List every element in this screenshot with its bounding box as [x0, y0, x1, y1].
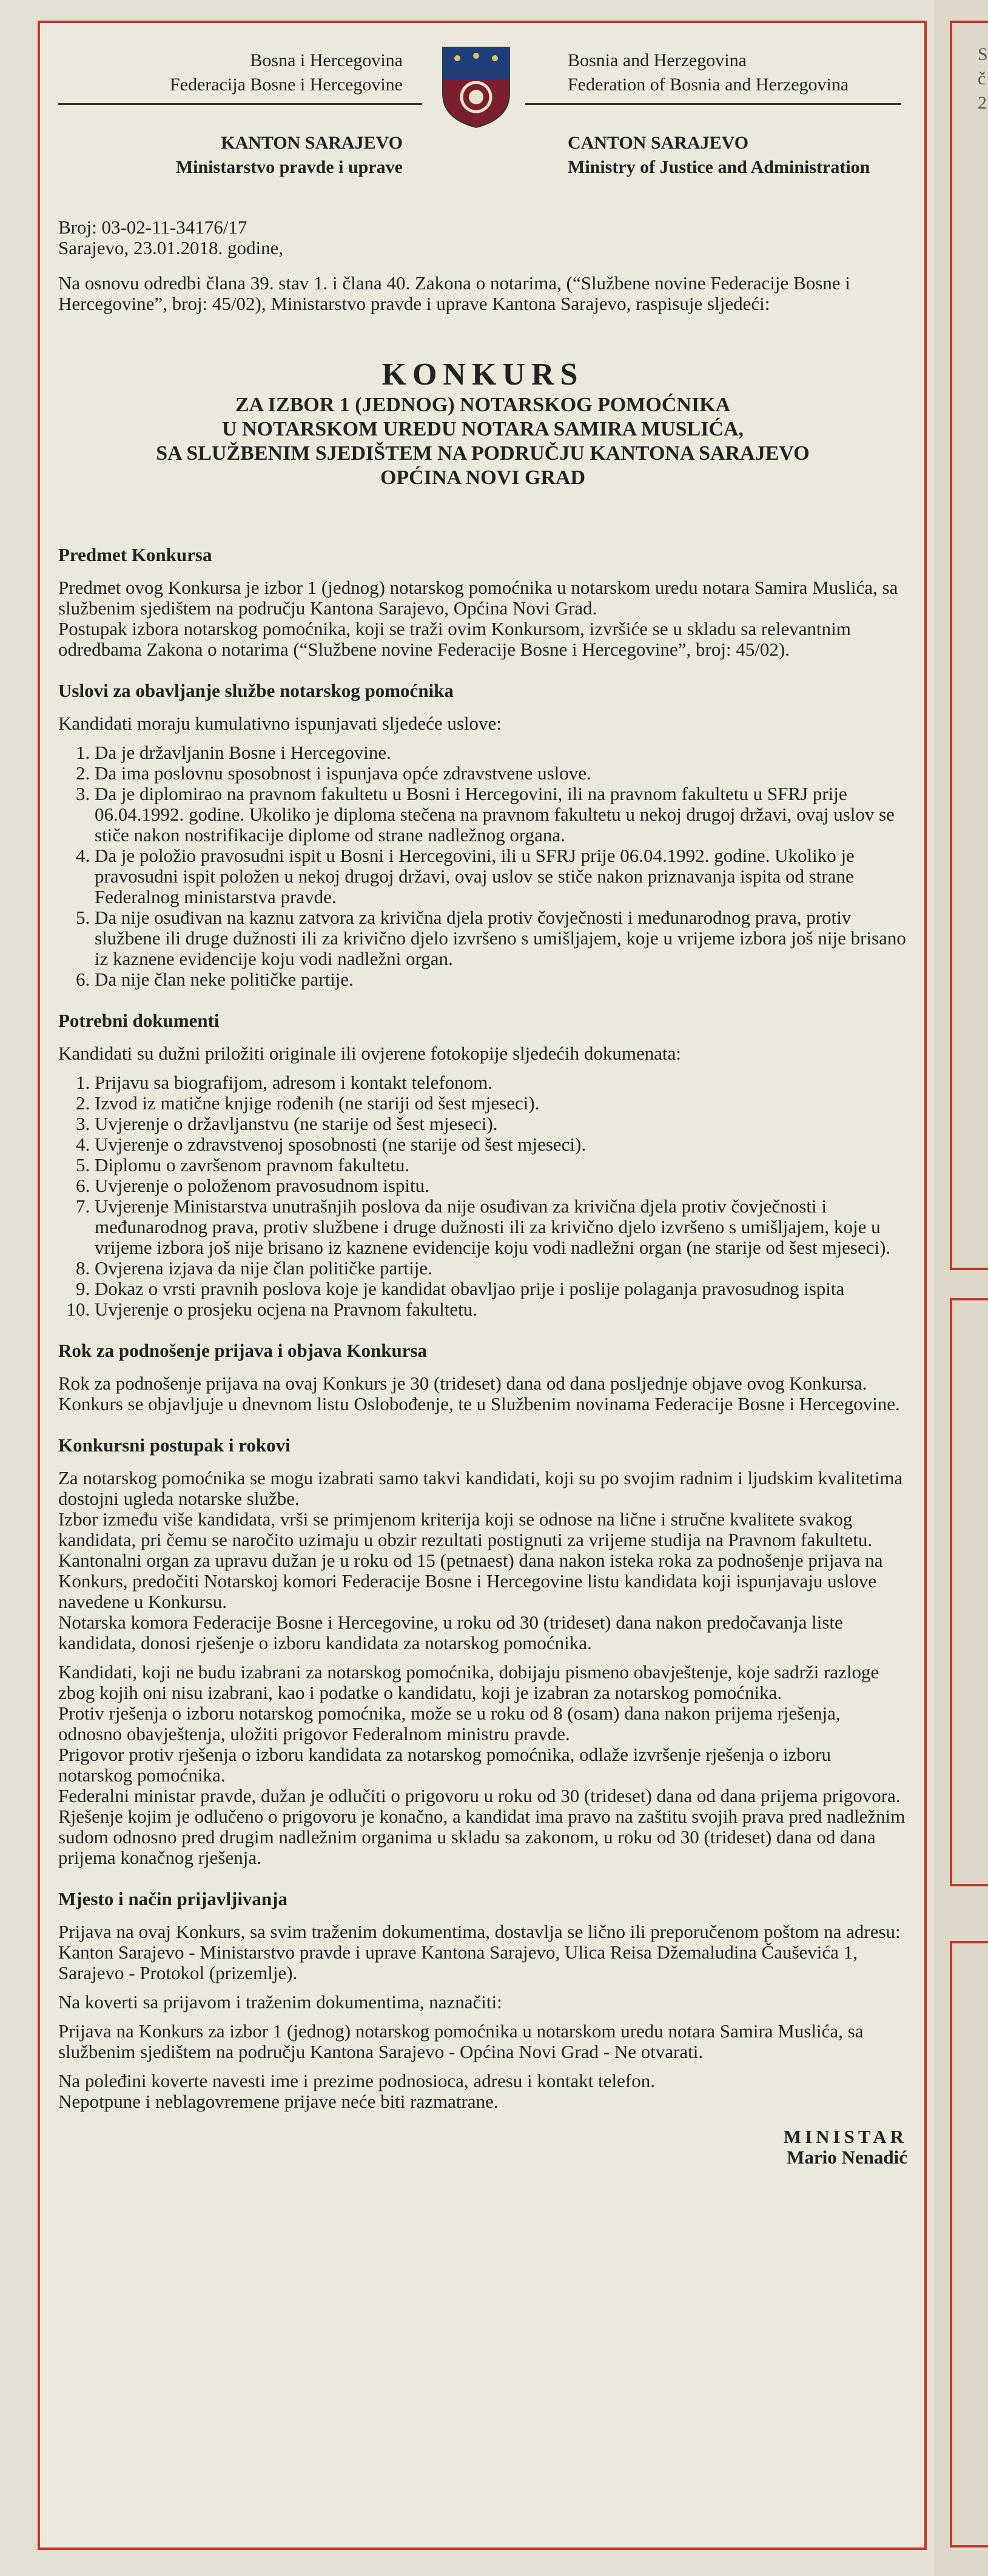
- list-item: 4. Da je položio pravosudni ispit u Bosni i Hercegovini, ili u SFRJ prije 06.04.1992. godine. Ukoliko je pravosudni ispit položen u nekoj drugoj državi, ovaj uslov se stiče nakon priznavanja ispita od strane Federalnog ministarstva pravde.: [95, 846, 907, 907]
- adjacent-ad-border: [950, 1298, 988, 1886]
- notice-title: KONKURS ZA IZBOR 1 (JEDNOG) NOTARSKOG POMOĆNIKA U NOTARSKOM UREDU NOTARA SAMIRA MUSLIĆA, SA SLUŽBENIM SJEDIŠTEM NA PODRUČJU KANTONA SARAJEVO OPĆINA NOVI GRAD: [156, 357, 810, 489]
- list-item: 6. Da nije član neke političke partije.: [95, 969, 907, 990]
- section-heading-uslovi: Uslovi za obavljanje službe notarskog pomoćnika: [58, 680, 454, 701]
- paragraph: Na koverti sa prijavom i traženim dokumentima, naznačiti:: [58, 1991, 502, 2013]
- letterhead-divider-left: [58, 103, 422, 105]
- paragraph: Kandidati moraju kumulativno ispunjavati sljedeće uslove:: [58, 713, 502, 734]
- paragraph: Rok za podnošenje prijava na ovaj Konkurs je 30 (trideset) dana od dana posljednje objave ovog Konkursa.: [58, 1373, 867, 1394]
- paragraph: Konkurs se objavljuje u dnevnom listu Oslobođenje, te u Službenim novinama Federacije Bosne i Hercegovine.: [58, 1393, 900, 1414]
- list-item: 10. Uvjerenje o prosjeku ocjena na Pravnom fakultetu.: [95, 1299, 907, 1320]
- letterhead: [40, 23, 924, 217]
- paragraph: Prigovor protiv rješenja o izboru kandidata za notarskog pomoćnika, odlaže izvršenje rješenja o izboru notarskog pomoćnika.: [58, 1744, 832, 1786]
- list-item: 7. Uvjerenje Ministarstva unutrašnjih poslova da nije osuđivan za krivična djela protiv čovječnosti i međunarodnog prava, protiv službene i druge dužnosti ili za krivično djelo izvršeno s umišljajem, koje u vrijeme izbora još nije brisano iz kaznene evidencije koju vodi nadležni organ (ne starije od šest mjeseci).: [95, 1196, 907, 1258]
- paragraph: Za notarskog pomoćnika se mogu izabrati samo takvi kandidati, koji su po svojim radnim i ljudskim kvalitetima dostojni ugleda notarske službe.: [58, 1467, 903, 1509]
- list-item: 5. Da nije osuđivan na kaznu zatvora za krivična djela protiv čovječnosti i međunarodnog prava, protiv službene ili druge dužnosti ili za krivično djelo izvršeno s umišljajem, koje u vrijeme izbora još nije brisano iz kaznene evidencije koju vodi nadležni organ.: [95, 907, 907, 969]
- envelope-text: Prijava na Konkurs za izbor 1 (jednog) notarskog pomoćnika u notarskom uredu notara Samira Muslića, sa službenim sjedištem na području Kantona Sarajevo - Općina Novi Grad - Ne otvarati.: [58, 2020, 864, 2062]
- section-heading-predmet: Predmet Konkursa: [58, 544, 212, 565]
- letterhead-left: Bosna i Hercegovina Federacija Bosne i Hercegovine KANTON SARAJEVO Ministarstvo pravde i uprave: [169, 50, 403, 177]
- paragraph: Postupak izbora notarskog pomoćnika, koji se traži ovim Konkursom, izvršiće se u skladu sa relevantnim odredbama Zakona o notarima (“Službene novine Federacije Bosne i Hercegovine”, broj: 45/02).: [58, 618, 851, 660]
- documents-list: [58, 1072, 907, 1320]
- letterhead-right: Bosnia and Herzegovina Federation of Bosnia and Herzegovina CANTON SARAJEVO Ministry of Justice and Administration: [568, 50, 870, 177]
- section-heading-postupak: Konkursni postupak i rokovi: [58, 1434, 291, 1456]
- paragraph: Notarska komora Federacije Bosne i Hercegovine, u roku od 30 (trideset) dana nakon predočavanja liste kandidata, donosi rješenje o izboru kandidata za notarskog pomoćnika.: [58, 1612, 843, 1653]
- intro-paragraph: Na osnovu odredbi člana 39. stav 1. i člana 40. Zakona o notarima, (“Službene novine Federacije Bosne i Hercegovine”, broj: 45/02), Ministarstvo pravde i uprave Kantona Sarajevo, raspisuje sljedeći:: [58, 272, 850, 314]
- list-item: 4. Uvjerenje o zdravstvenoj sposobnosti (ne starije od šest mjeseci).: [95, 1134, 907, 1155]
- paragraph: Na poleđini koverte navesti ime i prezime podnosioca, adresu i kontakt telefon.: [58, 2070, 655, 2091]
- paragraph: Kandidati, koji ne budu izabrani za notarskog pomoćnika, dobijaju pismeno obavještenje, koje sadrži razloge zbog kojih oni nisu izabrani, kao i podatke o kandidatu, koji je izabran za notarskog pomoćnika.: [58, 1661, 879, 1703]
- adjacent-ad-border: [950, 1941, 988, 2547]
- list-item: 1. Prijavu sa biografijom, adresom i kontakt telefonom.: [95, 1072, 907, 1093]
- section-heading-dokumenti: Potrebni dokumenti: [58, 1010, 220, 1031]
- address: Kanton Sarajevo - Ministarstvo pravde i uprave Kantona Sarajevo, Ulica Reisa Džemaludina Čauševića 1, Sarajevo - Protokol (prizemlje).: [58, 1942, 858, 1983]
- paragraph: Rješenje kojim je odlučeno o prigovoru je konačno, a kandidat ima pravo na zaštitu svojih prava pred nadležnim sudom odnosno pred drugim nadležnim organima u skladu sa zakonom, u roku od 30 (trideset) dana od dana prijema konačnog rješenja.: [58, 1806, 906, 1868]
- conditions-list: [58, 742, 907, 990]
- list-item: 3. Uvjerenje o državljanstvu (ne starije od šest mjeseci).: [95, 1114, 907, 1134]
- paragraph: Federalni ministar pravde, dužan je odlučiti o prigovoru u roku od 30 (trideset) dana od dana prijema prigovora.: [58, 1785, 901, 1806]
- notice-body: [58, 217, 907, 2168]
- paragraph: Predmet ovog Konkursa je izbor 1 (jednog) notarskog pomoćnika u notarskom uredu notara Samira Muslića, sa službenim sjedištem na području Kantona Sarajevo, Općina Novi Grad.: [58, 577, 898, 619]
- adjacent-ad-border: [950, 21, 988, 1270]
- adjacent-text-fragment: S č 2: [978, 44, 988, 113]
- signature-block: MINISTAR Mario Nenadić: [783, 2126, 907, 2168]
- paragraph: Protiv rješenja o izboru notarskog pomoćnika, može se u roku od 8 (osam) dana nakon prijema rješenja, odnosno obavještenja, uložiti prigovor Federalnom ministru pravde.: [58, 1703, 841, 1744]
- paragraph: Kandidati su dužni priložiti originale ili ovjerene fotokopije sljedećih dokumenata:: [58, 1043, 682, 1064]
- paragraph: Prijava na ovaj Konkurs, sa svim traženim dokumentima, dostavlja se lično ili preporučenom poštom na adresu:: [58, 1921, 901, 1942]
- reference-block: Broj: 03-02-11-34176/17 Sarajevo, 23.01.2018. godine,: [58, 217, 284, 258]
- list-item: 2. Izvod iz matične knjige rođenih (ne stariji od šest mjeseci).: [95, 1093, 907, 1114]
- section-heading-mjesto: Mjesto i način prijavljivanja: [58, 1888, 287, 1909]
- paragraph: Izbor između više kandidata, vrši se primjenom kriterija koji se odnose na lične i stručne kvalitete svakog kandidata, pri čemu se naročito uzimaju u obzir rezultati postignuti za vrijeme studija na Pravnom fakultetu.: [58, 1508, 873, 1550]
- list-item: 5. Diplomu o završenom pravnom fakultetu.: [95, 1155, 907, 1175]
- section-heading-rok: Rok za podnošenje prijava i objava Konkursa: [58, 1340, 428, 1361]
- paragraph: Kantonalni organ za upravu dužan je u roku od 15 (petnaest) dana nakon isteka roka za podnošenje prijava na Konkurs, predočiti Notarskoj komori Federacije Bosne i Hercegovine listu kandidata koji ispunjavaju uslove navedene u Konkursu.: [58, 1550, 883, 1612]
- list-item: 2. Da ima poslovnu sposobnost i ispunjava opće zdravstvene uslove.: [95, 763, 907, 784]
- canton-sarajevo-crest-icon: [440, 45, 512, 130]
- list-item: 9. Dokaz o vrsti pravnih poslova koje je kandidat obavljao prije i poslije polaganja pravosudnog ispita: [95, 1279, 907, 1299]
- konkurs-notice: [38, 21, 927, 2550]
- paragraph: Nepotpune i neblagovremene prijave neće biti razmatrane.: [58, 2091, 499, 2112]
- list-item: 3. Da je diplomirao na pravnom fakultetu u Bosni i Hercegovini, ili na pravnom fakultetu u SFRJ prije 06.04.1992. godine. Ukoliko je diploma stečena na pravnom fakultetu u nekoj drugoj državi, ovaj uslov se stiče nakon nostrifikacije diplome od strane nadležnog organa.: [95, 784, 907, 846]
- list-item: 8. Ovjerena izjava da nije član političke partije.: [95, 1258, 907, 1279]
- list-item: 1. Da je državljanin Bosne i Hercegovine.: [95, 742, 907, 763]
- list-item: 6. Uvjerenje o položenom pravosudnom ispitu.: [95, 1175, 907, 1196]
